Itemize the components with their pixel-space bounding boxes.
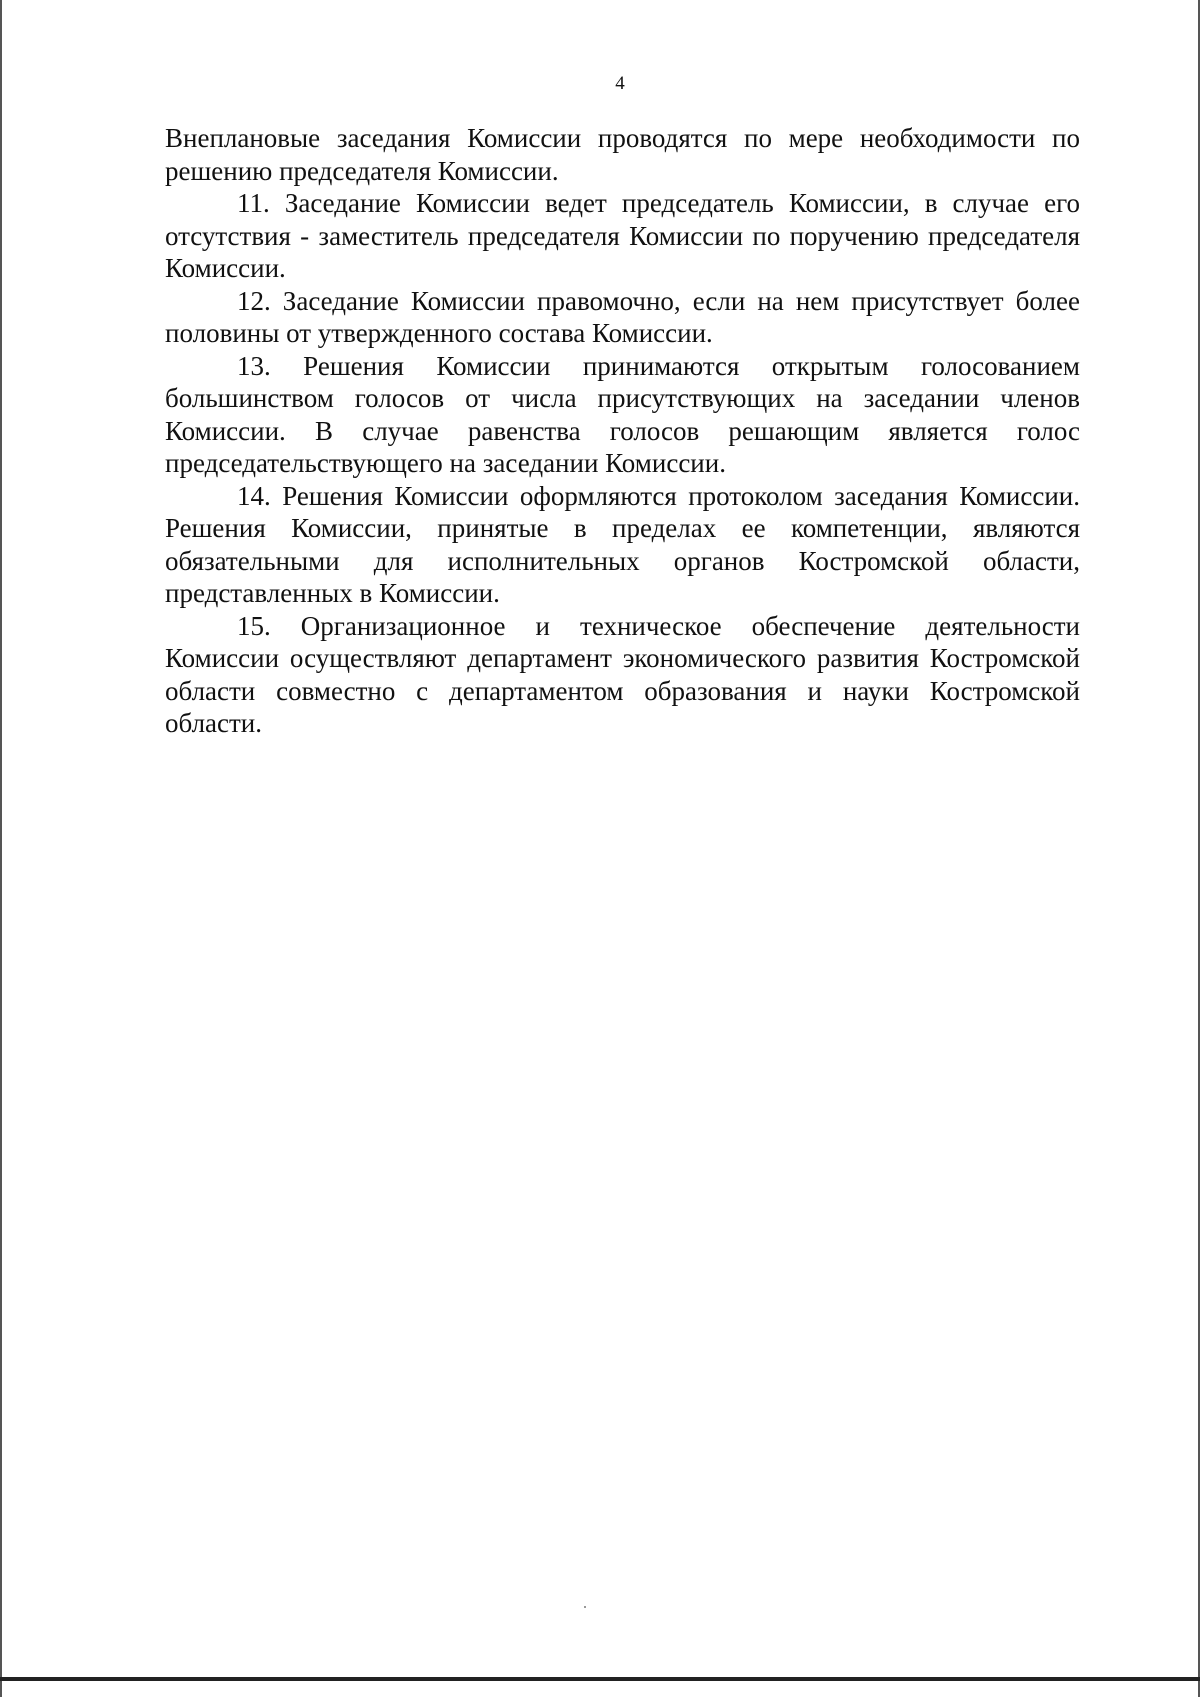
scan-edge-bottom: [0, 1677, 1200, 1681]
paragraph-12: 12. Заседание Комиссии правомочно, если на нем присутствует более половины от утвержденного состава Комиссии.: [165, 285, 1080, 348]
paragraph-unscheduled-meetings: Внеплановые заседания Комиссии проводятся по мере необходимости по решению председателя Комиссии.: [165, 123, 1080, 186]
paragraph-15: 15. Организационное и техническое обеспечение деятельности Комиссии осуществляют департамент экономического развития Костромской области совместно с департаментом образования и науки Костромской области.: [165, 610, 1080, 738]
paragraph-13: 13. Решения Комиссии принимаются открытым голосованием большинством голосов от числа присутствующих на заседании членов Комиссии. В случае равенства голосов решающим является голос председательствующего на заседании Комиссии.: [165, 350, 1080, 478]
scan-speck: [584, 1606, 586, 1608]
scan-edge-left: [0, 0, 2, 1697]
page-number: 4: [615, 73, 625, 94]
paragraph-11: 11. Заседание Комиссии ведет председатель Комиссии, в случае его отсутствия - заместитель председателя Комиссии по поручению председателя Комиссии.: [165, 188, 1080, 283]
document-body: [165, 122, 1080, 740]
paragraph-14: 14. Решения Комиссии оформляются протоколом заседания Комиссии. Решения Комиссии, принятые в пределах ее компетенции, являются обязательными для исполнительных органов Костромской области, представленных в Комиссии.: [165, 480, 1080, 608]
